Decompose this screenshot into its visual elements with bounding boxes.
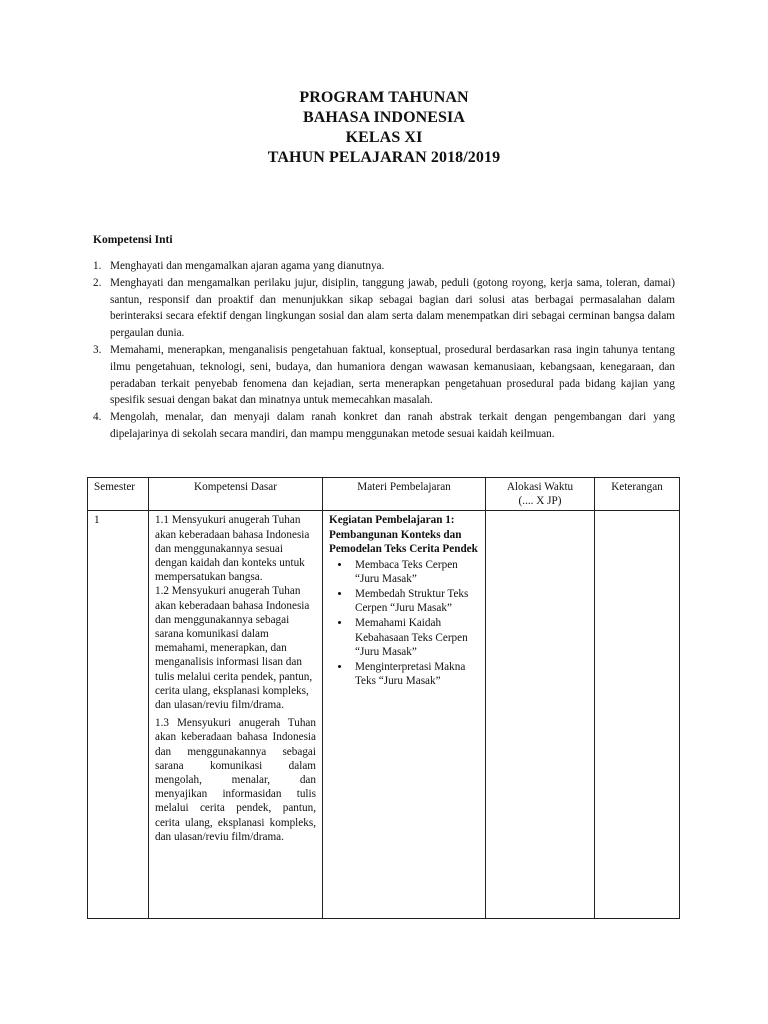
header-alokasi-line1: Alokasi Waktu: [506, 481, 574, 493]
list-item-text: Mengolah, menalar, dan menyaji dalam ranah konkret dan ranah abstrak terkait dengan pengembangan dari yang dipelajarinya di sekolah secara mandiri, dan mampu menggunakan metode sesuai kaidah keilmuan.: [110, 411, 675, 440]
header-semester: Semester: [88, 478, 149, 511]
list-item: [93, 275, 675, 342]
header-materi-pembelajaran: Materi Pembelajaran: [323, 478, 486, 511]
title-line-1: PROGRAM TAHUNAN: [299, 89, 469, 106]
list-item: [93, 342, 675, 409]
kd-1-3: 1.3 Mensyukuri anugerah Tuhan akan keberadaan bahasa Indonesia dan menggunakannya sebagai sarana komunikasi dalam mengolah, menalar, dan menyajikan informasidan tulis melalui cerita pendek, pantun, cerita ulang, eksplanasi kompleks, dan ulasan/reviu film/drama.: [155, 717, 316, 843]
title-line-3: KELAS XI: [345, 129, 423, 146]
kd-1-2: 1.2 Mensyukuri anugerah Tuhan akan keberadaan bahasa Indonesia dan menggunakannya sebagai sarana komunikasi dalam memahami, menerapkan, dan menganalisis informasi lisan dan tulis melalui cerita pendek, pantun, cerita ulang, eksplanasi kompleks, dan ulasan/reviu film/drama.: [155, 585, 313, 712]
list-item: • Menginterpretasi Makna Teks “Juru Masak”: [351, 660, 479, 688]
kompetensi-inti-list: [93, 258, 675, 443]
table-header-row: [88, 478, 680, 511]
list-item: [93, 409, 675, 443]
kompetensi-inti-heading: Kompetensi Inti: [93, 234, 173, 246]
list-item-text: Menghayati dan mengamalkan perilaku jujur, disiplin, tanggung jawab, peduli (gotong royong, kerja sama, toleran, damai) santun, responsif dan proaktif dan menunjukkan sikap sebagai bagian dari solusi atas berbagai permasalahan dalam berinteraksi secara efektif dengan lingkungan sosial dan alam serta dalam menempatkan diri sebagai cerminan bangsa dalam pergaulan dunia.: [110, 276, 675, 340]
cell-materi-pembelajaran: [323, 511, 486, 919]
header-alokasi-line2: (.... X JP): [518, 495, 562, 508]
cell-kompetensi-dasar: [149, 511, 323, 919]
document-title: [0, 88, 768, 168]
program-table: [87, 477, 680, 919]
title-line-4: TAHUN PELAJARAN 2018/2019: [267, 149, 501, 166]
header-kompetensi-dasar: Kompetensi Dasar: [149, 478, 323, 511]
list-item-number: 4.: [93, 411, 102, 424]
list-item: • Membedah Struktur Teks Cerpen “Juru Masak”: [351, 587, 479, 615]
list-item: [93, 258, 675, 275]
cell-alokasi-waktu: [486, 511, 595, 919]
list-item-number: 1.: [93, 260, 102, 272]
list-item-text: Menghayati dan mengamalkan ajaran agama yang dianutnya.: [110, 260, 385, 272]
materi-list: [329, 558, 479, 689]
title-line-2: BAHASA INDONESIA: [302, 109, 466, 126]
list-item-number: 3.: [93, 343, 102, 356]
header-alokasi-waktu: [486, 478, 595, 511]
list-item: • Memahami Kaidah Kebahasaan Teks Cerpen “Juru Masak”: [351, 616, 479, 659]
list-item-text: Memahami, menerapkan, menganalisis pengetahuan faktual, konseptual, prosedural berdasarkan rasa ingin tahunya tentang ilmu pengetahuan, teknologi, seni, budaya, dan humaniora dengan wawasan kemanusiaan, kebangsaan, kenegaraan, dan peradaban terkait penyebab fenomena dan kejadian, serta menerapkan pengetahuan prosedural pada bidang kajian yang spesifik sesuai dengan bakat dan minatnya untuk memecahkan masalah.: [110, 343, 675, 407]
list-item-number: 2.: [93, 276, 102, 289]
header-keterangan: Keterangan: [595, 478, 680, 511]
table-row: [88, 511, 680, 919]
cell-semester: 1: [88, 511, 149, 919]
materi-heading: Kegiatan Pembelajaran 1: Pembangunan Konteks dan Pemodelan Teks Cerita Pendek: [329, 514, 478, 556]
list-item: • Membaca Teks Cerpen “Juru Masak”: [351, 558, 479, 586]
kd-1-1: 1.1 Mensyukuri anugerah Tuhan akan keberadaan bahasa Indonesia dan menggunakannya sesuai dengan kaidah dan konteks untuk mempersatukan bangsa.: [155, 514, 310, 584]
cell-keterangan: [595, 511, 680, 919]
